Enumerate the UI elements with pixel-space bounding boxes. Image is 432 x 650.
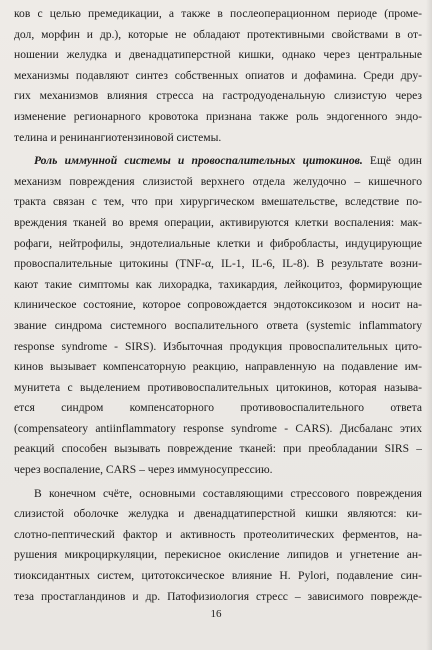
text-line: мунитета с выделением противовоспалительных цитокинов, которая называ-	[14, 380, 422, 394]
heading-line-rest: Ещё один	[362, 154, 422, 168]
text-line: механизм повреждения слизистой верхнего отдела желудочно – кишечного	[14, 174, 422, 188]
text-line: гих механизмов влияния стресса на гастродуоденальную слизистую через	[14, 89, 422, 103]
text-line: тиоксидантных систем, цитотоксическое влияние H. Pylori, подавление син-	[14, 569, 422, 583]
text-line: звание синдрома системного воспалительного ответа (systemic inflammatory	[14, 318, 422, 332]
text-line: клиническое состояние, которое сопровождается эндотоксикозом и носит на-	[14, 298, 422, 312]
page-number: 16	[210, 608, 222, 620]
text-line: теза простагландинов и др. Патофизиология стресс – зависимого поврежде-	[14, 589, 422, 603]
text-line: механизмы подавляют синтез собственных опиатов и дофамина. Среди дру-	[14, 68, 422, 82]
body-text	[14, 4, 422, 607]
page-edge-shadow	[426, 0, 432, 650]
paragraph-heading-line	[14, 151, 422, 172]
text-line: кают такие симптомы как лихорадка, тахикардия, лейкоцитоз, формирующие	[14, 277, 422, 291]
text-line: (compensateory antiinflammatory response syndrome - CARS). Дисбаланс этих	[14, 421, 422, 435]
text-line: ношении желудка и двенадцатиперстной кишки, однако через центральные	[14, 48, 422, 62]
text-line: дол, морфин и др.), которые не обладают протективными свойствами в от-	[14, 27, 422, 41]
text-line: реакций способен вызывать повреждение тканей: при преобладании SIRS –	[14, 442, 422, 456]
text-line: изменение регионарного кровотока признана также роль эндогенного эндо-	[14, 109, 422, 123]
text-line: тракта связан с тем, что при хирургическом вмешательстве, вследствие по-	[14, 195, 422, 209]
text-line: ется синдром компенсаторного противовоспалительного ответа	[14, 401, 422, 415]
text-line: response syndrome - SIRS). Избыточная продукция провоспалительных цито-	[14, 339, 422, 353]
text-line: слизистой оболочке желудка и двенадцатиперстной кишки являются: ки-	[14, 507, 422, 521]
text-line: слотно-пептический фактор и активность протеолитических ферментов, на-	[14, 527, 422, 541]
text-line: рушения микроциркуляции, перекисное окисление липидов и угнетение ан-	[14, 548, 422, 562]
text-line: В конечном счёте, основными составляющими стрессового повреждения	[34, 486, 422, 500]
text-line: телина и ренинангиотензиновой системы.	[14, 130, 222, 144]
text-line: через воспаление, CARS – через иммуносупрессию.	[14, 463, 273, 477]
text-line: кинов вызывает компенсаторную реакцию, направленную на подавление им-	[14, 360, 422, 374]
text-line: ков с целью премедикации, а также в послеоперационном периоде (проме-	[14, 7, 422, 20]
text-line: рофаги, нейтрофилы, эндотелиальные клетки и фибробласты, индуцирующие	[14, 236, 422, 250]
text-line: вреждения тканей во время операции, активируются клетки воспаления: мак-	[14, 215, 422, 229]
text-line: провоспалительные цитокины (TNF-α, IL-1, IL-6, IL-8). В результате возни-	[14, 257, 422, 271]
section-heading: Роль иммунной системы и провоспалительных цитокинов.	[34, 154, 363, 168]
